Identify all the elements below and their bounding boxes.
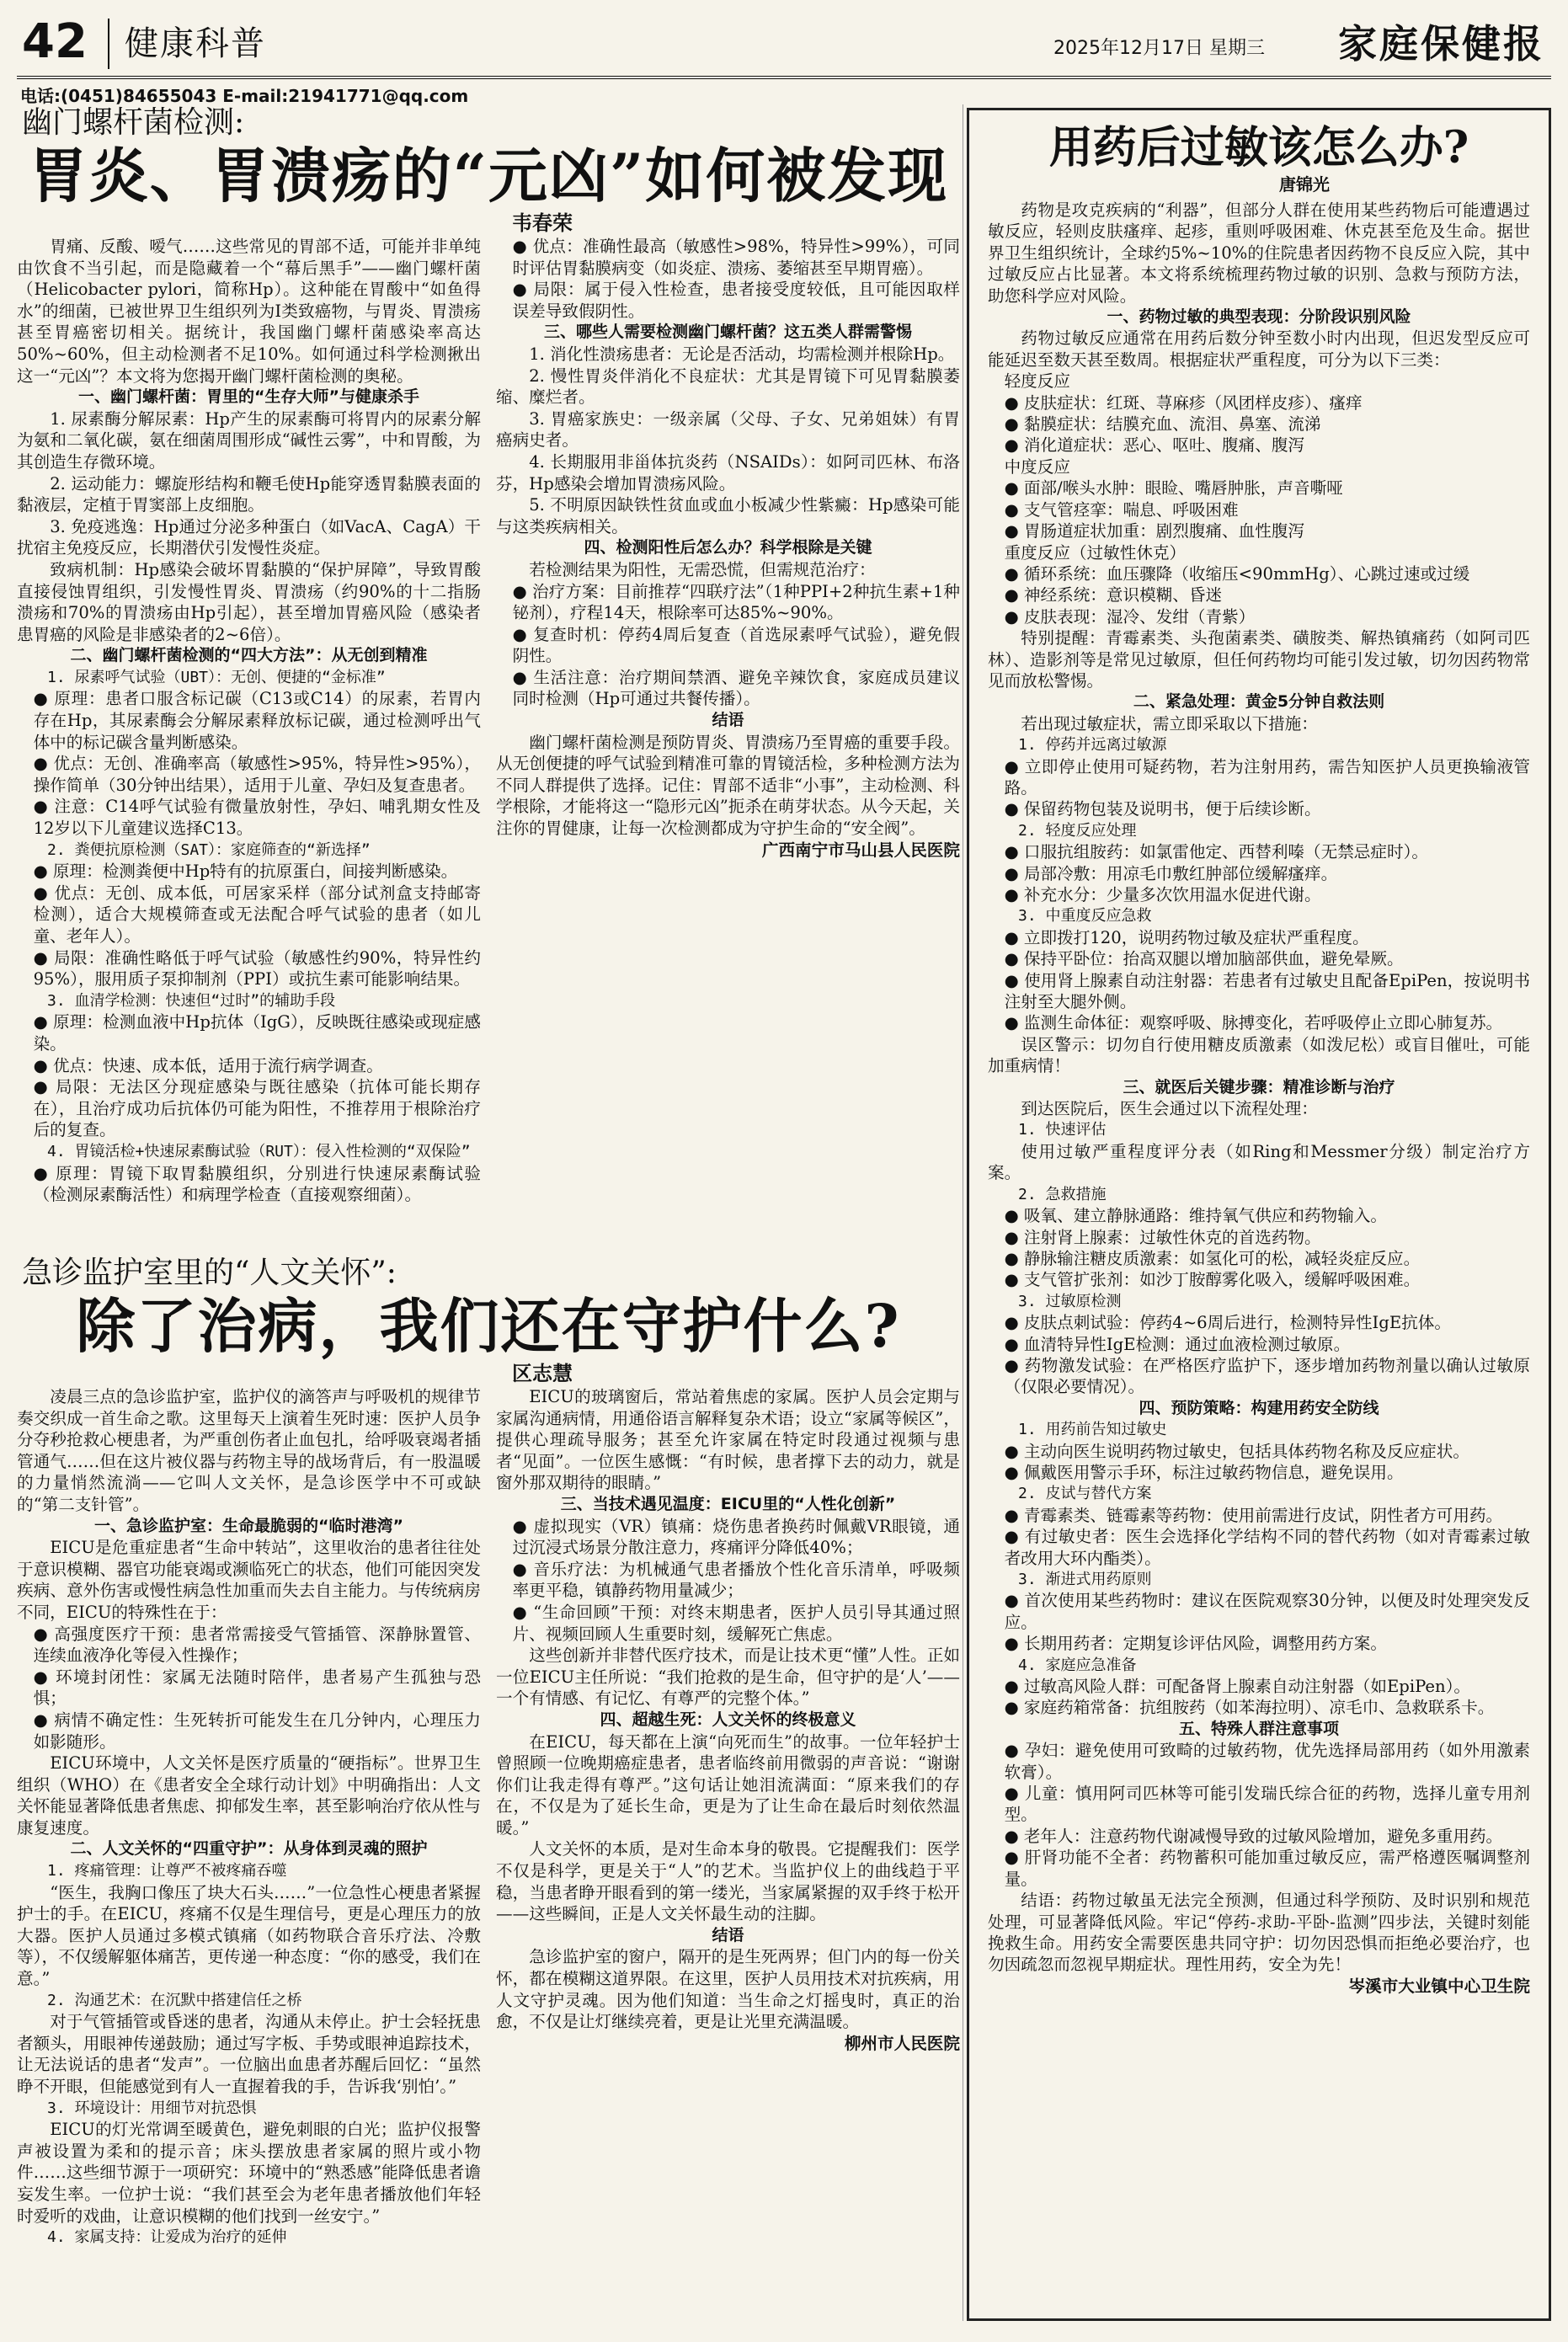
bullet-item: ● 注射肾上腺素：过敏性休克的首选药物。 [1004, 1227, 1321, 1247]
bullet-item: ● 支气管扩张剂：如沙丁胺醇雾化吸入，缓解呼吸困难。 [1004, 1270, 1421, 1290]
paragraph: 3. 免疫逃逸：Hp通过分泌多种蛋白（如VacA、CagA）干扰宿主免疫反应，长期潜伏引发慢性炎症。 [17, 516, 481, 558]
article-kicker: 幽门螺杆菌检测: [22, 105, 245, 140]
bullet-item: ● 皮肤点刺试验：停药4~6周后进行，检测特异性IgE抗体。 [1004, 1313, 1451, 1333]
paragraph: 1. 尿素酶分解尿素：Hp产生的尿素酶可将胃内的尿素分解为氨和二氧化碳，氨在细菌周围形成“碱性云雾”，中和胃酸，为其创造生存微环境。 [17, 408, 481, 472]
subheading: 3. 环境设计：用细节对抗恐惧 [47, 2099, 257, 2117]
byline-institution: 广西南宁市马山县人民医院 [761, 840, 960, 860]
subheading: 2. 轻度反应处理 [1018, 821, 1137, 840]
article-headline: 用药后过敏该怎么办? [1048, 122, 1469, 173]
bullet-item: ● 注意：C14呼气试验有微量放射性，孕妇、哺乳期女性及12岁以下儿童建议选择C13。 [33, 797, 481, 839]
bullet-item: ● 使用肾上腺素自动注射器：若患者有过敏史且配备EpiPen，按说明书注射至大腿外侧。 [1004, 970, 1530, 1012]
article-body [969, 195, 1549, 2280]
paragraph: 致病机制：Hp感染会破坏胃黏膜的“保护屏障”，导致胃酸直接侵蚀胃组织，引发慢性胃炎、胃溃疡（约90%的十二指肠溃疡和70%的胃溃疡由Hp引起），甚至增加胃癌风险（感染者患胃癌的风险是非感染者的2~6倍）。 [17, 559, 481, 644]
paragraph: 使用过敏严重程度评分表（如Ring和Messmer分级）制定治疗方案。 [988, 1141, 1530, 1183]
article-kicker: 急诊监护室里的“人文关怀”: [22, 1256, 397, 1290]
subheading: 3. 渐进式用药原则 [1018, 1571, 1152, 1588]
bullet-item: ● 皮肤表现：湿冷、发绀（青紫） [1004, 606, 1256, 627]
bullet-item: ● 孕妇：避免使用可致畸的过敏药物，优先选择局部用药（如外用激素软膏）。 [1004, 1741, 1530, 1782]
subheading: 2. 急救措施 [1018, 1185, 1107, 1203]
article-headline: 除了治病，我们还在守护什么? [76, 1291, 901, 1361]
bullet-item: ● 生活注意：治疗期间禁酒、避免辛辣饮食，家庭成员建议同时检测（Hp可通过共餐传播）。 [512, 667, 960, 709]
subheading: 1. 用药前告知过敏史 [1018, 1421, 1167, 1439]
text-column [17, 236, 481, 1238]
bullet-item: ● 虚拟现实（VR）镇痛：烧伤患者换药时佩戴VR眼镜，通过沉浸式场景分散注意力，疼痛评分降低40%； [512, 1516, 960, 1558]
left-column [17, 104, 960, 2321]
paragraph: 对于气管插管或昏迷的患者，沟通从未停止。护士会轻抚患者额头，用眼神传递鼓励；通过写字板、手势或眼神追踪技术，让无法说话的患者“发声”。一位脑出血患者苏醒后回忆：“虽然睁不开眼，但能感觉到有人一直握着我的手，告诉我‘别怕’。” [17, 2012, 481, 2096]
paragraph: 幽门螺杆菌检测是预防胃炎、胃溃疡乃至胃癌的重要手段。从无创便捷的呼气试验到精准可靠的胃镜活检，多种检测方法为不同人群提供了选择。记住：胃部不适非“小事”，主动检测、科学根除，才能将这一“隐形元凶”扼杀在萌芽状态。从今天起，关注你的胃健康，让每一次检测都成为守护生命的“安全阀”。 [496, 732, 960, 839]
article-body [17, 236, 960, 1238]
bullet-item: ● 主动向医生说明药物过敏史，包括具体药物名称及反应症状。 [1004, 1441, 1469, 1461]
bullet-item: ● 病情不确定性：生死转折可能发生在几分钟内，心理压力如影随形。 [33, 1710, 481, 1752]
subheading: 4. 家属支持：让爱成为治疗的延伸 [47, 2228, 287, 2247]
section-heading: 四、超越生死：人文关怀的终极意义 [600, 1710, 856, 1729]
bullet-item: ● 局限：属于侵入性检查，患者接受度较低，且可能因取样误差导致假阴性。 [512, 280, 960, 321]
paragraph: 药物过敏反应通常在用药后数分钟至数小时内出现，但迟发型反应可能延迟至数天甚至数周。根据症状严重程度，可分为以下三类： [988, 328, 1530, 370]
section-heading: 结语 [712, 1925, 744, 1945]
section-heading: 四、预防策略：构建用药安全防线 [1139, 1398, 1379, 1417]
bullet-item: ● 血清特异性IgE检测：通过血液检测过敏原。 [1004, 1334, 1351, 1354]
bullet-item: ● 家庭药箱常备：抗组胺药（如苯海拉明）、凉毛巾、急救联系卡。 [1004, 1698, 1495, 1718]
bullet-item: ● 药物激发试验：在严格医疗监护下，逐步增加药物剂量以确认过敏原（仅限必要情况）。 [1004, 1355, 1530, 1397]
paragraph: 3. 胃癌家族史：一级亲属（父母、子女、兄弟姐妹）有胃癌病史者。 [496, 408, 960, 451]
bullet-item: ● 神经系统：意识模糊、昏迷 [1004, 585, 1223, 606]
article-author: 韦春荣 [512, 211, 573, 235]
bullet-item: ● 静脉输注糖皮质激素：如氢化可的松，减轻炎症反应。 [1004, 1248, 1421, 1268]
bullet-item: ● 保持平卧位：抬高双腿以增加脑部供血，避免晕厥。 [1004, 949, 1404, 969]
section-heading: 二、幽门螺杆菌检测的“四大方法”：从无创到精准 [70, 646, 428, 665]
bullet-item: ● 过敏高风险人群：可配备肾上腺素自动注射器（如EpiPen）。 [1004, 1677, 1470, 1697]
section-heading: 三、当技术遇见温度：EICU里的“人性化创新” [560, 1494, 896, 1513]
article-helicobacter [17, 104, 960, 1241]
section-heading: 二、人文关怀的“四重守护”：从身体到灵魂的照护 [70, 1839, 428, 1859]
bullet-item: ● 环境封闭性：家属无法随时陪伴，患者易产生孤独与恐惧； [33, 1667, 481, 1709]
bullet-item: ● 保留药物包装及说明书，便于后续诊断。 [1004, 799, 1321, 819]
subheading: 4. 家庭应急准备 [1018, 1656, 1137, 1674]
bullet-item: ● 原理：检测血液中Hp抗体（IgG），反映既往感染或现症感染。 [33, 1012, 481, 1054]
byline-institution: 柳州市人民医院 [844, 2033, 960, 2053]
section-heading: 一、急诊监护室：生命最脆弱的“临时港湾” [94, 1516, 403, 1535]
article-author: 唐锦光 [1279, 174, 1330, 195]
bullet-item: ● 优点：无创、准确率高（敏感性>95%，特异性>95%），操作简单（30分钟出结果），适用于儿童、孕妇及复查患者。 [33, 754, 481, 795]
subheading: 3. 中重度反应急救 [1018, 907, 1152, 926]
paragraph: 人文关怀的本质，是对生命本身的敬畏。它提醒我们：医学不仅是科学，更是关于“人”的艺术。当监护仪上的曲线趋于平稳，当患者睁开眼看到的第一缕光，当家属紧握的双手终于松开——这些瞬间，正是人文关怀最生动的注脚。 [496, 1839, 960, 1924]
bullet-item: ● 胃肠道症状加重：剧烈腹痛、血性腹泻 [1004, 521, 1305, 541]
paragraph: EICU环境中，人文关怀是医疗质量的“硬指标”。世界卫生组织（WHO）在《患者安全全球行动计划》中明确指出：人文关怀能显著降低患者焦虑、抑郁发生率，甚至影响治疗依从性与康复速度。 [17, 1753, 481, 1838]
page-number: 42 [22, 14, 88, 69]
bullet-item: ● 复查时机：停药4周后复查（首选尿素呼气试验），避免假阴性。 [512, 624, 960, 666]
bullet-item: ● 原理：胃镜下取胃黏膜组织，分别进行快速尿素酶试验（检测尿素酶活性）和病理学检查（直接观察细菌）。 [33, 1163, 481, 1205]
paragraph: 结语：药物过敏虽无法完全预测，但通过科学预防、及时识别和规范处理，可显著降低风险。牢记“停药-求助-平卧-监测”四步法，关键时刻能挽救生命。用药安全需要医患共同守护：切勿因恐惧而拒绝必要治疗，也勿因疏忽而忽视早期症状。理性用药，安全为先！ [988, 1891, 1530, 1975]
subheading: 4. 胃镜活检+快速尿素酶试验（RUT）：侵入性检测的“双保险” [47, 1142, 471, 1160]
subheading: 1. 尿素呼气试验（UBT）：无创、便捷的“金标准” [47, 668, 386, 686]
bullet-item: ● 儿童：慎用阿司匹林等可能引发瑞氏综合征的药物，选择儿童专用剂型。 [1004, 1784, 1530, 1825]
bullet-item: ● 首次使用某些药物时：建议在医院观察30分钟，以便及时处理突发反应。 [1004, 1591, 1530, 1632]
article-drug-allergy [967, 108, 1551, 2321]
paragraph: 在EICU，每天都在上演“向死而生”的故事。一位年轻护士曾照顾一位晚期癌症患者，患者临终前用微弱的声音说：“谢谢你们让我走得有尊严。”这句话让她泪流满面：“原来我们的存在，不仅是为了延长生命，更是为了让生命在最后时刻依然温暖。” [496, 1731, 960, 1838]
byline-institution: 岑溪市大业镇中心卫生院 [1348, 1976, 1530, 1996]
subheading: 3. 血清学检测：快速但“过时”的辅助手段 [47, 991, 336, 1010]
section-heading: 三、哪些人需要检测幽门螺杆菌？这五类人群需警惕 [543, 323, 912, 342]
subheading: 1. 快速评估 [1018, 1121, 1107, 1139]
bullet-item: ● 高强度医疗干预：患者常需接受气管插管、深静脉置管、连续血液净化等侵入性操作； [33, 1624, 481, 1666]
section-heading: 二、紧急处理：黄金5分钟自救法则 [1133, 692, 1385, 712]
bullet-item: ● 皮肤症状：红斑、荨麻疹（风团样皮疹）、瘙痒 [1004, 392, 1363, 413]
article-body [17, 1386, 960, 2287]
paragraph: 误区警示：切勿自行使用糖皮质激素（如泼尼松）或盲目催吐，可能加重病情！ [988, 1034, 1530, 1076]
paragraph: 5. 不明原因缺铁性贫血或血小板减少性紫癜：Hp感染可能与这类疾病相关。 [496, 495, 960, 536]
bullet-item: ● 优点：快速、成本低，适用于流行病学调查。 [33, 1055, 383, 1075]
bullet-item: ● 支气管痉挛：喘息、呼吸困难 [1004, 499, 1239, 520]
paragraph: 2. 慢性胃炎伴消化不良症状：尤其是胃镜下可见胃黏膜萎缩、糜烂者。 [496, 365, 960, 408]
paragraph: “医生，我胸口像压了块大石头……”一位急性心梗患者紧握护士的手。在EICU，疼痛不仅是生理信号，更是心理压力的放大器。医护人员通过多模式镇痛（如药物联合音乐疗法、冷敷等），不仅缓解躯体痛苦，更传递一种态度：“你的感受，我们在意。” [17, 1882, 481, 1989]
paragraph: 这些创新并非替代医疗技术，而是让技术更“懂”人性。正如一位EICU主任所说：“我们抢救的是生命，但守护的是‘人’——一个有情感、有记忆、有尊严的完整个体。” [496, 1646, 960, 1709]
bullet-item: ● 老年人：注意药物代谢减慢导致的过敏风险增加，避免多重用药。 [1004, 1826, 1503, 1846]
masthead [17, 12, 1551, 79]
paragraph: 1. 消化性溃疡患者：无论是否活动，均需检测并根除Hp。 [529, 344, 955, 364]
bullet-item: ● “生命回顾”干预：对终末期患者，医护人员引导其通过照片、视频回顾人生重要时刻，缓解死亡焦虑。 [512, 1602, 960, 1644]
bullet-item: ● 补充水分：少量多次饮用温水促进代谢。 [1004, 885, 1321, 904]
level-heading: 中度反应 [1004, 456, 1070, 477]
bullet-item: ● 优点：无创、成本低，可居家采样（部分试剂盒支持邮寄检测），适合大规模筛查或无法配合呼气试验的患者（如儿童、老年人）。 [33, 883, 481, 946]
section-title: 健康科普 [125, 24, 266, 63]
paragraph: 若出现过敏症状，需立即采取以下措施： [1021, 713, 1318, 734]
section-heading: 五、特殊人群注意事项 [1178, 1719, 1339, 1738]
bullet-item: ● 音乐疗法：为机械通气患者播放个性化音乐清单，呼吸频率更平稳，镇静药物用量减少； [512, 1559, 960, 1601]
subheading: 1. 停药并远离过敏源 [1018, 736, 1167, 755]
paragraph: 2. 运动能力：螺旋形结构和鞭毛使Hp能穿透胃黏膜表面的黏液层，定植于胃窦部上皮细胞。 [17, 473, 481, 515]
paragraph: EICU的灯光常调至暖黄色，避免刺眼的白光；监护仪报警声被设置为柔和的提示音；床头摆放患者家属的照片或小物件……这些细节源于一项研究：环境中的“熟悉感”能降低患者谵妄发生率。一位护士说：“我们甚至会为老年患者播放他们年轻时爱听的戏曲，让意识模糊的他们找到一丝安宁。” [17, 2120, 481, 2226]
bullet-item: ● 口服抗组胺药：如氯雷他定、西替利嗪（无禁忌症时）。 [1004, 842, 1428, 862]
paragraph: EICU是危重症患者“生命中转站”，这里收治的患者往往处于意识模糊、器官功能衰竭或濒临死亡的状态，他们可能因突发疾病、意外伤害或慢性病急性加重而失去自主能力。与传统病房不同，EICU的特殊性在于： [17, 1538, 481, 1622]
paragraph: 若检测结果为阳性，无需恐慌，但需规范治疗： [529, 559, 876, 579]
issue-date: 2025年12月17日 星期三 [1053, 38, 1265, 59]
bullet-item: ● 监测生命体征：观察呼吸、脉搏变化，若呼吸停止立即心肺复苏。 [1004, 1013, 1503, 1033]
section-heading: 一、幽门螺杆菌：胃里的“生存大师”与健康杀手 [78, 387, 419, 407]
bullet-item: ● 青霉素类、链霉素等药物：使用前需进行皮试，阴性者方可用药。 [1004, 1505, 1503, 1525]
subheading: 2. 皮试与替代方案 [1018, 1485, 1152, 1503]
subheading: 2. 沟通艺术：在沉默中搭建信任之桥 [47, 1991, 302, 2009]
level-heading: 轻度反应 [1004, 371, 1070, 392]
paragraph: 胃痛、反酸、嗳气……这些常见的胃部不适，可能并非单纯由饮食不当引起，而是隐藏着一个“幕后黑手”——幽门螺杆菌（Helicobacter pylori，简称Hp）。这种能在胃酸中“如鱼得水”的细菌，已被世界卫生组织列为Ⅰ类致癌物，与胃炎、胃溃疡甚至胃癌密切相关。据统计，我国幽门螺杆菌感染率高达50%~60%，但主动检测者不足10%。如何通过科学检测揪出这一“元凶”？本文将为您揭开幽门螺杆菌检测的奥秘。 [17, 237, 481, 386]
bullet-item: ● 长期用药者：定期复诊评估风险，调整用药方案。 [1004, 1634, 1387, 1654]
newspaper-name: 家庭保健报 [1338, 21, 1544, 67]
paragraph: 到达医院后，医生会通过以下流程处理： [1021, 1099, 1318, 1119]
bullet-item: ● 优点：准确性最高（敏感性>98%，特异性>99%），可同时评估胃黏膜病变（如炎症、溃疡、萎缩甚至早期胃癌）。 [512, 237, 960, 278]
subheading: 2. 粪便抗原检测（SAT）：家庭筛查的“新选择” [47, 840, 371, 859]
bullet-item: ● 原理：检测粪便中Hp特有的抗原蛋白，间接判断感染。 [33, 862, 458, 882]
bullet-item: ● 有过敏史者：医生会选择化学结构不同的替代药物（如对青霉素过敏者改用大环内酯类）。 [1004, 1527, 1530, 1568]
paragraph: 特别提醒：青霉素类、头孢菌素类、磺胺类、解热镇痛药（如阿司匹林）、造影剂等是常见过敏原，但任何药物均可能引发过敏，切勿因药物常见而放松警惕。 [988, 628, 1530, 691]
bullet-item: ● 立即停止使用可疑药物，若为注射用药，需告知医护人员更换输液管路。 [1004, 756, 1530, 798]
paragraph: 凌晨三点的急诊监护室，监护仪的滴答声与呼吸机的规律节奏交织成一首生命之歌。这里每天上演着生死时速：医护人员争分夺秒抢救心梗患者，为严重创伤者止血包扎，给呼吸衰竭者插管通气……但在这片被仪器与药物主导的战场背后，有一股温暖的力量悄然流淌——它叫人文关怀，是急诊医学中不可或缺的“第二支针管”。 [17, 1387, 481, 1514]
text-column [17, 1386, 481, 2287]
bullet-item: ● 原理：患者口服含标记碳（C13或C14）的尿素，若胃内存在Hp，其尿素酶会分解尿素释放标记碳，通过检测呼出气体中的标记碳含量判断感染。 [33, 689, 481, 752]
article-eicu [17, 1255, 960, 2316]
bullet-item: ● 黏膜症状：结膜充血、流泪、鼻塞、流涕 [1004, 414, 1321, 435]
bullet-item: ● 消化道症状：恶心、呕吐、腹痛、腹泻 [1004, 435, 1305, 456]
article-author: 区志慧 [512, 1361, 573, 1385]
subheading: 3. 过敏原检测 [1018, 1292, 1122, 1310]
bullet-item: ● 治疗方案：目前推荐“四联疗法”（1种PPI+2种抗生素+1种铋剂），疗程14天，根除率可达85%~90%。 [512, 581, 960, 623]
section-heading: 三、就医后关键步骤：精准诊断与治疗 [1123, 1077, 1395, 1096]
bullet-item: ● 立即拨打120，说明药物过敏及症状严重程度。 [1004, 927, 1369, 947]
bullet-item: ● 佩戴医用警示手环，标注过敏药物信息，避免误用。 [1004, 1462, 1404, 1482]
section-heading: 四、检测阳性后怎么办？科学根除是关键 [584, 538, 872, 557]
contact-line: 电话:(0451)84655043 E-mail:21941771@qq.com [20, 86, 469, 106]
bullet-item: ● 面部/喉头水肿：眼睑、嘴唇肿胀，声音嘶哑 [1004, 478, 1343, 499]
subheading: 1. 疼痛管理：让尊严不被疼痛吞噬 [47, 1862, 287, 1881]
bullet-item: ● 肝肾功能不全者：药物蓄积可能加重过敏反应，需严格遵医嘱调整剂量。 [1004, 1848, 1530, 1889]
paragraph: 药物是攻克疾病的“利器”，但部分人群在使用某些药物后可能遭遇过敏反应，轻则皮肤瘙痒、起疹，重则呼吸困难、休克甚至危及生命。据世界卫生组织统计，全球约5%~10%的住院患者因药物不良反应入院，其中过敏反应占比显著。本文将系统梳理药物过敏的识别、急救与预防方法，助您科学应对风险。 [988, 200, 1530, 306]
level-heading: 重度反应（过敏性休克） [1004, 542, 1187, 563]
bullet-item: ● 局限：无法区分现症感染与既往感染（抗体可能长期存在），且治疗成功后抗体仍可能为阳性，不推荐用于根除治疗后的复查。 [33, 1077, 481, 1140]
masthead-divider [108, 19, 109, 69]
paragraph: EICU的玻璃窗后，常站着焦虑的家属。医护人员会定期与家属沟通病情，用通俗语言解释复杂术语；设立“家属等候区”，提供心理疏导服务；甚至允许家属在特定时段通过视频与患者“见面”。一位医生感慨：“有时候，患者撑下去的动力，就是窗外那双期待的眼睛。” [496, 1387, 960, 1493]
paragraph: 4. 长期服用非甾体抗炎药（NSAIDs）：如阿司匹林、布洛芬，Hp感染会增加胃溃疡风险。 [496, 451, 960, 493]
bullet-item: ● 局部冷敷：用凉毛巾敷红肿部位缓解瘙痒。 [1004, 863, 1338, 883]
paragraph: 急诊监护室的窗户，隔开的是生死两界；但门内的每一份关怀，都在模糊这道界限。在这里，医护人员用技术对抗疾病，用人文守护灵魂。因为他们知道：当生命之灯摇曳时，真正的治愈，不仅是让灯继续亮着，更是让光里充满温暖。 [496, 1947, 960, 2032]
text-column [496, 1386, 960, 2287]
text-column [496, 236, 960, 1238]
section-heading: 结语 [712, 711, 744, 730]
article-headline: 胃炎、胃溃疡的“元凶”如何被发现 [28, 141, 949, 211]
bullet-item: ● 局限：准确性略低于呼气试验（敏感性约90%，特异性约95%），服用质子泵抑制剂（PPI）或抗生素可能影响结果。 [33, 947, 481, 990]
section-heading: 一、药物过敏的典型表现：分阶段识别风险 [1107, 307, 1411, 327]
bullet-item: ● 吸氧、建立静脉通路：维持氧气供应和药物输入。 [1004, 1206, 1387, 1226]
bullet-item: ● 循环系统：血压骤降（收缩压<90mmHg）、心跳过速或过缓 [1004, 563, 1470, 584]
